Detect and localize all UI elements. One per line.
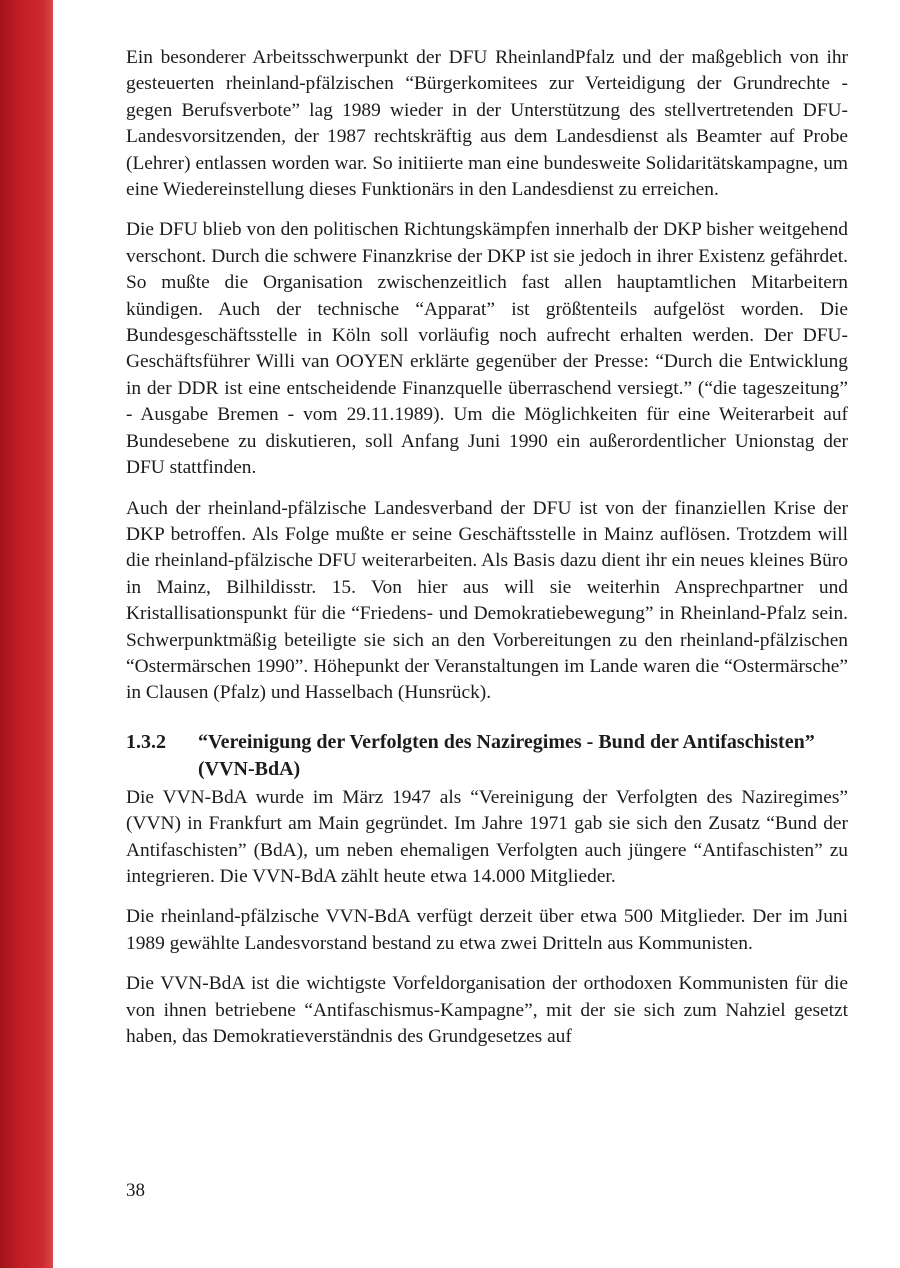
section-number: 1.3.2 xyxy=(126,730,166,753)
paragraph-dfu-rheinland-pfalz: Auch der rheinland-pfälzische Landesverband der DFU ist von der finanziellen Krise der DKP betroffen. Als Folge mußte er seine Geschäftsstelle in Mainz auflösen. Trotzdem will die rheinland-pfälzische DFU weiterarbeiten. Als Basis dazu dient ihr ein neues kleines Büro in Mainz, Bilhildisstr. 15. Von hier aus will sie weiterhin Ansprechpartner und Kristallisationspunkt für die “Friedens- und Demokratiebewegung” in Rheinland-Pfalz sein. Schwerpunktmäßig beteiligte sie sich an den Vorbereitungen zu den rheinland-pfälzischen “Ostermärschen 1990”. Höhepunkt der Veranstaltungen im Lande waren die “Ostermärsche” in Clausen (Pfalz) und Hasselbach (Hunsrück). xyxy=(126,497,848,704)
paragraph-dfu-finanzkrise: Die DFU blieb von den politischen Richtungskämpfen innerhalb der DKP bisher weitgehend verschont. Durch die schwere Finanzkrise der DKP ist sie jedoch in ihrer Existenz gefährdet. So mußte die Organisation zwischenzeitlich fast allen hauptamtlichen Mitarbeitern kündigen. Auch der technische “Apparat” ist größtenteils aufgelöst worden. Die Bundesgeschäftsstelle in Köln soll vorläufig noch aufrecht erhalten werden. Der DFU-Geschäftsführer Willi van OOYEN erklärte gegenüber der Presse: “Durch die Entwicklung in der DDR ist eine entscheidende Finanzquelle überraschend versiegt.” (“die tageszeitung” - Ausgabe Bremen - vom 29.11.1989). Um die Möglichkeiten für eine Weiterarbeit auf Bundesebene zu diskutieren, soll Anfang Juni 1990 ein außerordentlicher Unionstag der DFU stattfinden. xyxy=(126,219,848,479)
red-binding-edge xyxy=(0,0,53,1268)
paragraph-vvn-rheinland-pfalz: Die rheinland-pfälzische VVN-BdA verfügt derzeit über etwa 500 Mitglieder. Der im Juni 1989 gewählte Landesvorstand bestand zu etwa zwei Dritteln aus Kommunisten. xyxy=(126,906,848,954)
paragraph-vvn-history: Die VVN-BdA wurde im März 1947 als “Vereinigung der Verfolgten des Naziregimes” (VVN) in Frankfurt am Main gegründet. Im Jahre 1971 gab sie sich den Zusatz “Bund der Antifaschisten” (BdA), um neben ehemaligen Verfolgten auch jüngere “Antifaschisten” zu integrieren. Die VVN-BdA zählt heute etwa 14.000 Mitglieder. xyxy=(126,786,848,887)
paragraph-dfu-berufsverbote: Ein besonderer Arbeitsschwerpunkt der DFU RheinlandPfalz und der maßgeblich von ihr gesteuerten rheinland-pfälzischen “Bürgerkomitees zur Verteidigung der Grundrechte - gegen Berufsverbote” lag 1989 wieder in der Unterstützung des stellvertretenden DFU-Landesvorsitzenden, der 1987 rechtskräftig aus dem Landesdienst als Beamter auf Probe (Lehrer) entlassen worden war. So initiierte man eine bundesweite Solidaritätskampagne, um eine Wiedereinstellung dieses Funktionärs in den Landesdienst zu erreichen. xyxy=(126,47,848,201)
section-heading xyxy=(126,729,848,783)
page-number: 38 xyxy=(126,1180,145,1201)
paragraph-vvn-antifaschismus: Die VVN-BdA ist die wichtigste Vorfeldorganisation der orthodoxen Kommunisten für die von ihnen betriebene “Antifaschismus-Kampagne”, mit der sie sich zum Nahziel gesetzt haben, das Demokratieverständnis des Grundgesetzes auf xyxy=(126,973,848,1047)
section-title: “Vereinigung der Verfolgten des Naziregimes - Bund der Antifaschisten” (VVN-BdA) xyxy=(198,730,815,780)
page-body xyxy=(126,45,848,1064)
